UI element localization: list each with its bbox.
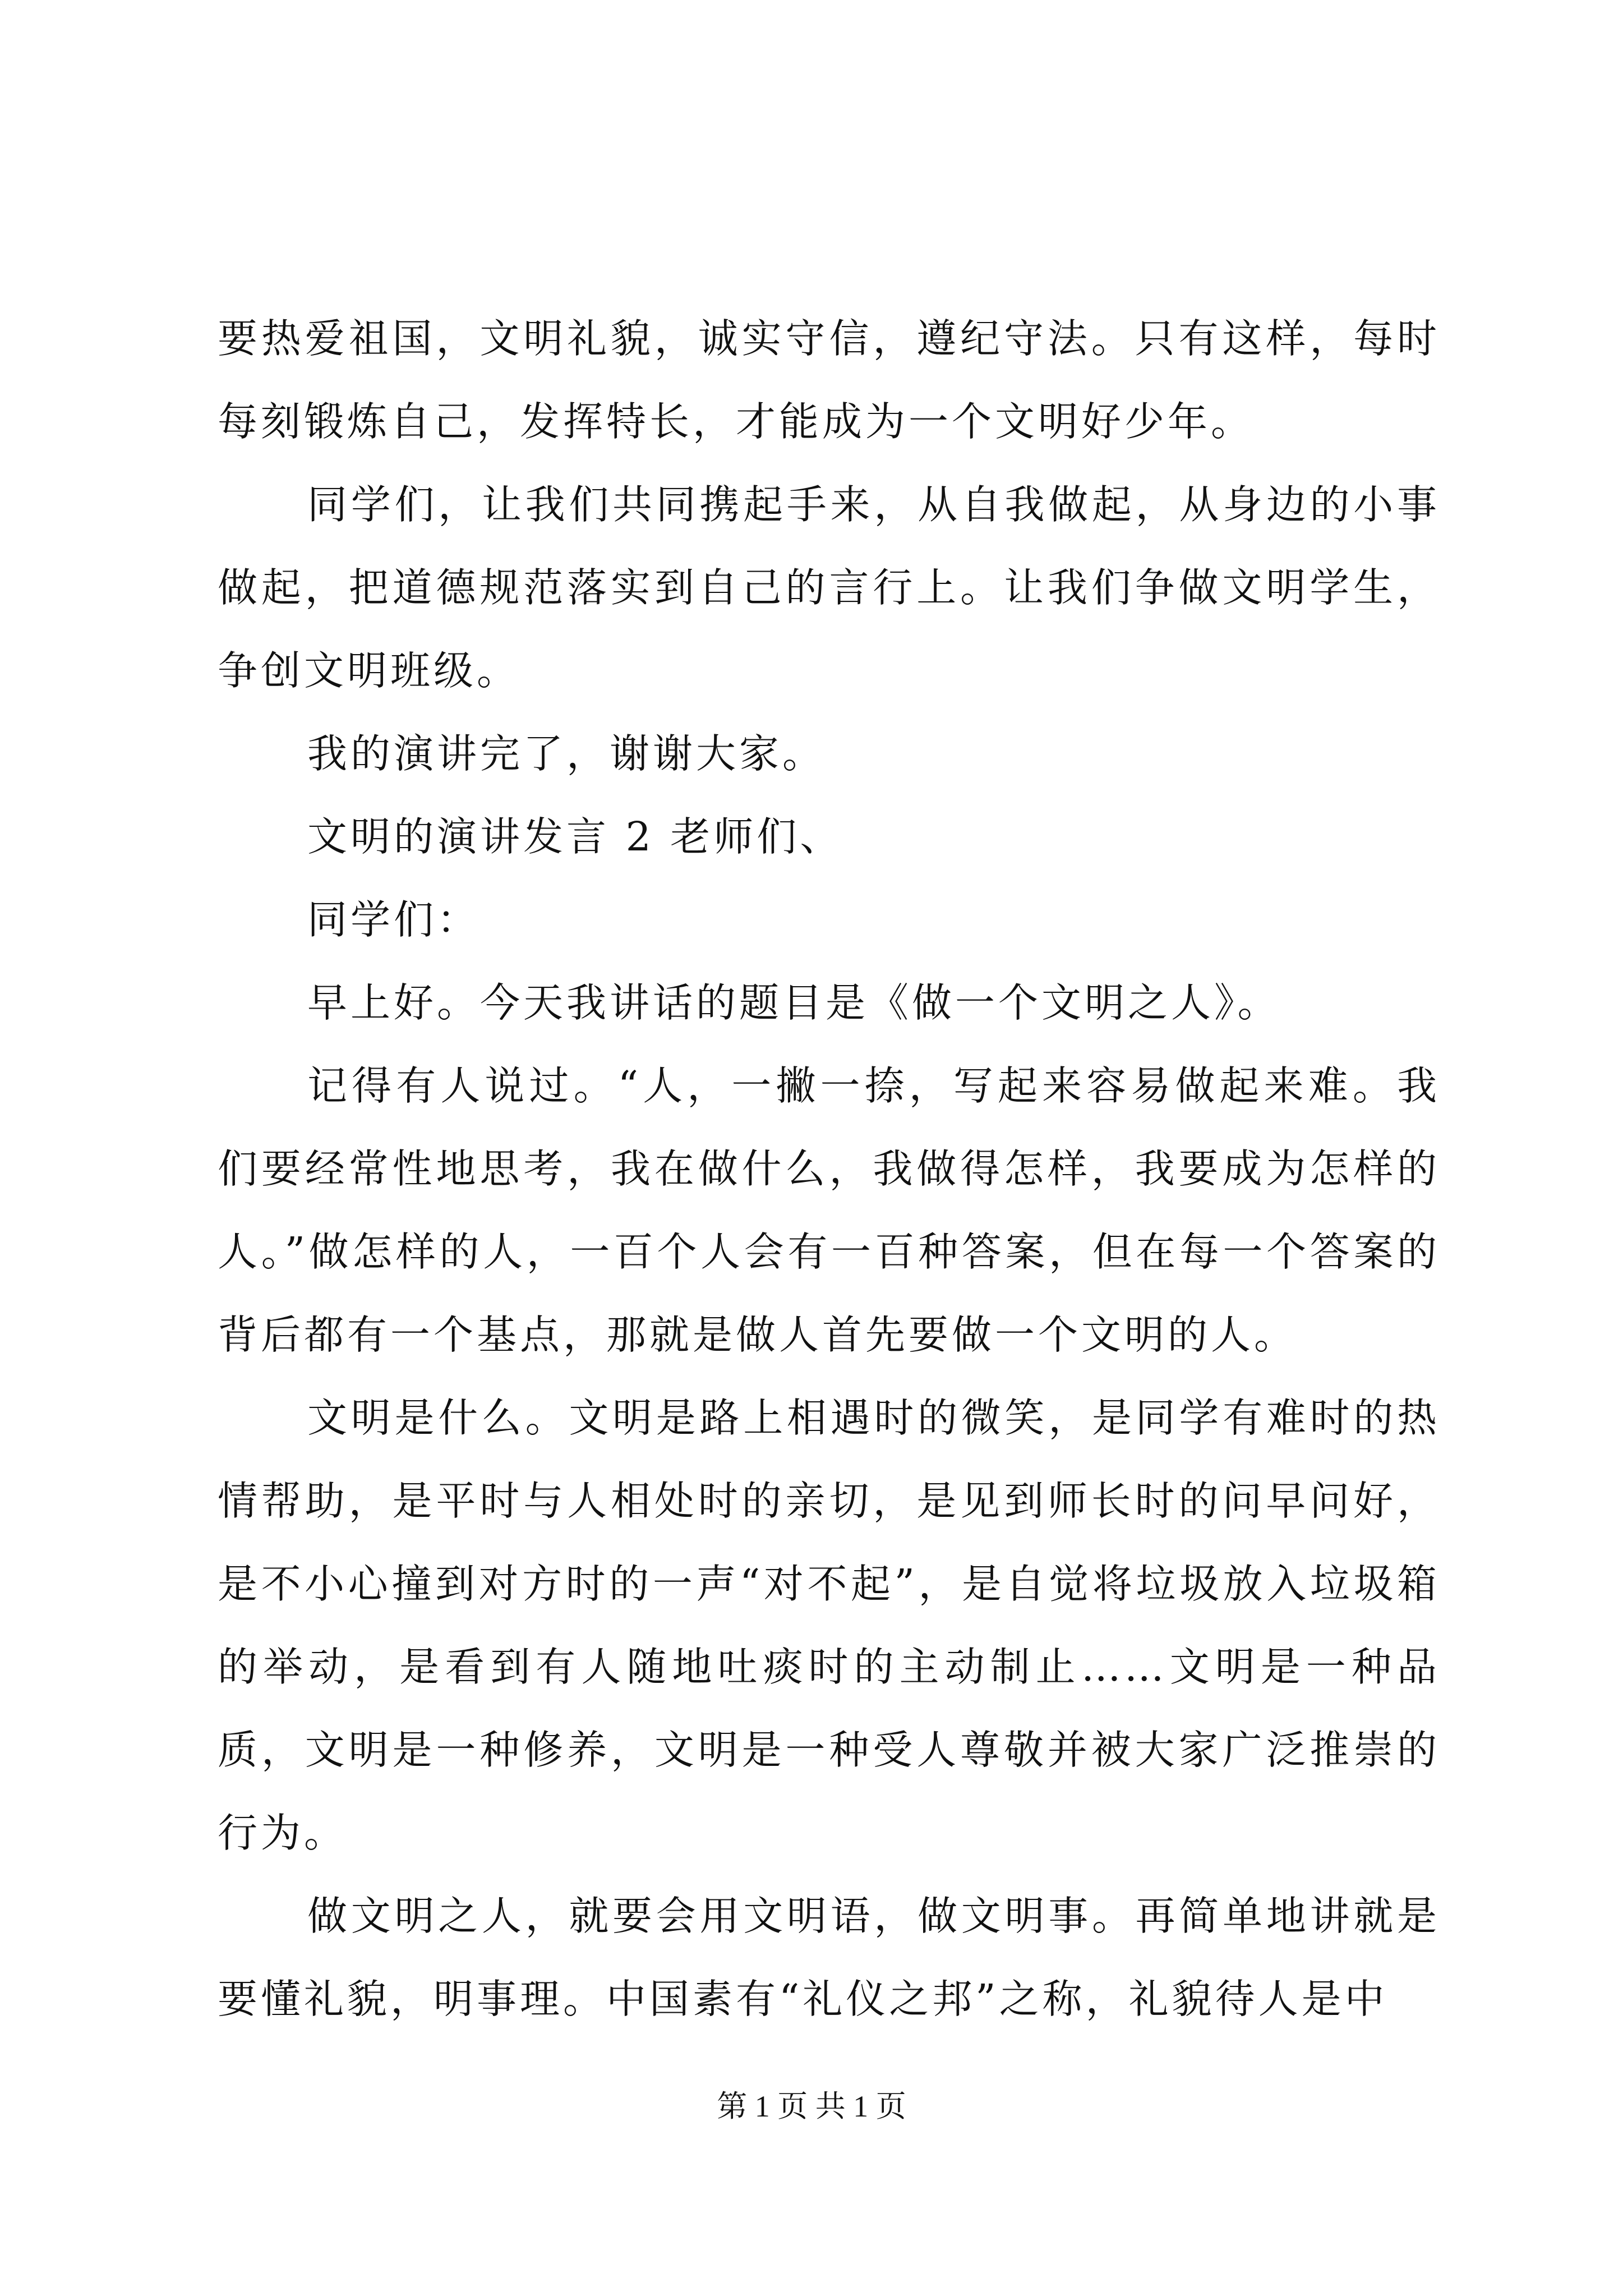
paragraph-4: 文明的演讲发言 2 老师们、 [307,813,843,860]
paragraph-5: 同学们： [307,896,481,943]
paragraph-6: 早上好。今天我讲话的题目是《做一个文明之人》。 [307,979,1281,1026]
paragraph-2: 同学们，让我们共同携起手来，从自我做起，从身边的小事做起，把道德规范落实到自己的言行上。让我们争做文明学生，争创文明班级。 [218,481,1440,694]
page-footer: 第 1 页 共 1 页 [717,2090,906,2123]
paragraph-3: 我的演讲完了，谢谢大家。 [307,730,826,777]
paragraph-7: 记得有人说过。“人，一撇一捺，写起来容易做起来难。我们要经常性地思考，我在做什么，我做得怎样，我要成为怎样的人。”做怎样的人，一百个人会有一百种答案，但在每一个答案的背后都有一个基点，那就是做人首先要做一个文明的人。 [218,1062,1440,1358]
document-body [218,297,1440,2041]
paragraph-1: 要热爱祖国，文明礼貌，诚实守信，遵纪守法。只有这样，每时每刻锻炼自己，发挥特长，才能成为一个文明好少年。 [218,315,1440,445]
paragraph-9: 做文明之人，就要会用文明语，做文明事。再简单地讲就是要懂礼貌，明事理。中国素有“礼仪之邦”之称，礼貌待人是中 [218,1893,1440,2022]
paragraph-8: 文明是什么。文明是路上相遇时的微笑，是同学有难时的热情帮助，是平时与人相处时的亲切，是见到师长时的问早问好，是不小心撞到对方时的一声“对不起”，是自觉将垃圾放入垃圾箱的举动，是看到有人随地吐痰时的主动制止……文明是一种品质，文明是一种修养，文明是一种受人尊敬并被大家广泛推崇的行为。 [218,1395,1440,1856]
